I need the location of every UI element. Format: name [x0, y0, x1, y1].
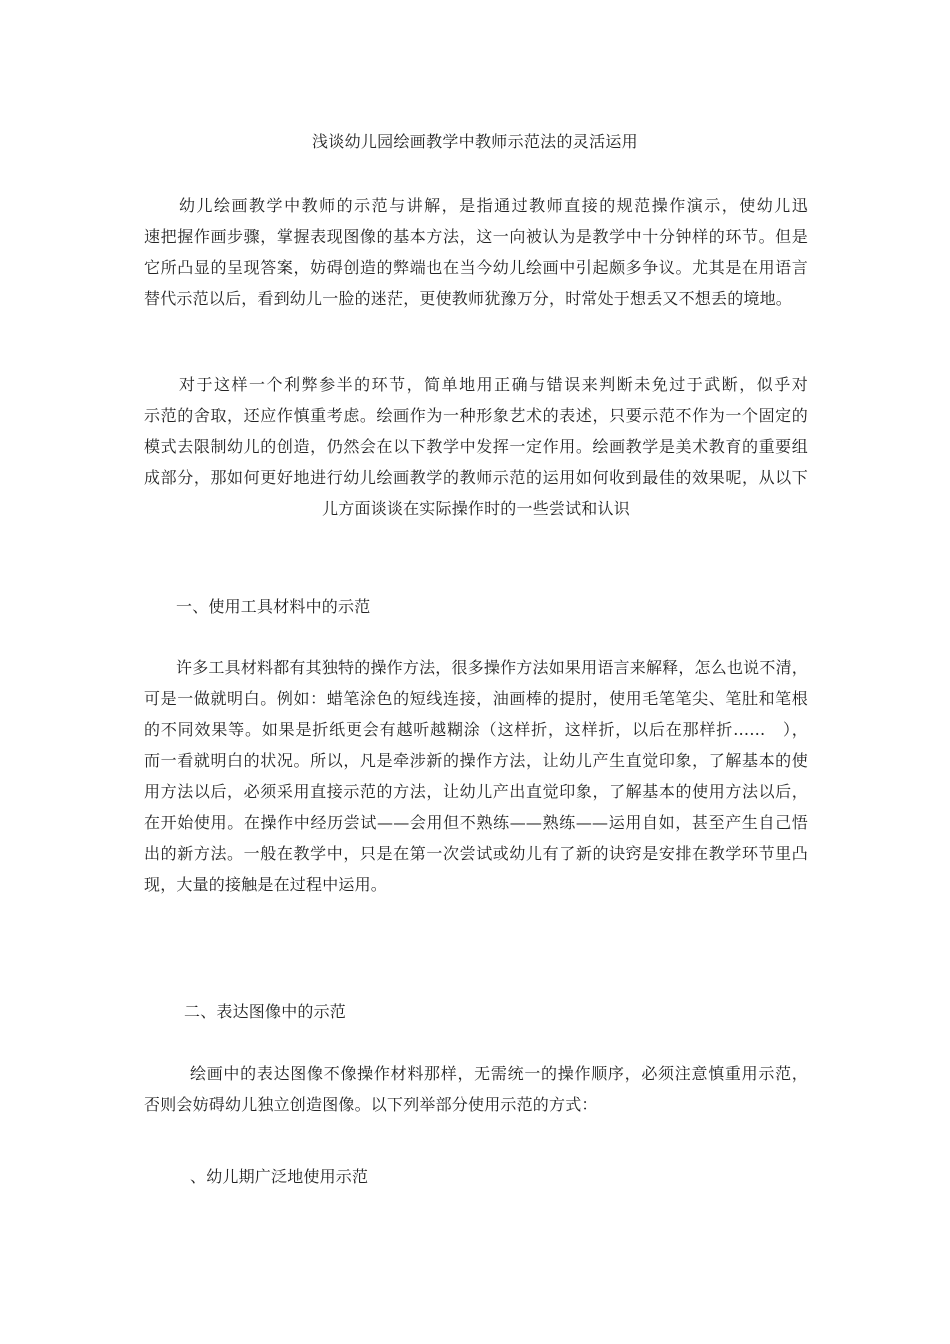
paragraph-line: 而一看就明白的状况。所以，凡是牵涉新的操作方法，让幼儿产生直觉印象，了解基本的使 [144, 751, 808, 770]
paragraph-images [144, 1058, 808, 1120]
paragraph-line: 在开始使用。在操作中经历尝试——会用但不熟练——熟练——运用自如，甚至产生自己悟 [144, 813, 808, 832]
paragraph-line: 对于这样一个利弊参半的环节，简单地用正确与错误来判断未免过于武断，似乎对 [144, 375, 808, 394]
paragraph-line: 可是一做就明白。例如：蜡笔涂色的短线连接，油画棒的提肘，使用毛笔笔尖、笔肚和笔根 [144, 689, 808, 708]
paragraph-line: 幼儿绘画教学中教师的示范与讲解，是指通过教师直接的规范操作演示，使幼儿迅 [144, 196, 808, 215]
paragraph-line: 它所凸显的呈现答案，妨碍创造的弊端也在当今幼儿绘画中引起颇多争议。尤其是在用语言 [144, 258, 808, 277]
paragraph-line: 成部分，那如何更好地进行幼儿绘画教学的教师示范的运用如何收到最佳的效果呢，从以下 [144, 468, 808, 487]
paragraph-line: 的不同效果等。如果是折纸更会有越听越糊涂（这样折，这样折，以后在那样折…… ）， [144, 720, 808, 739]
paragraph-line: 模式去限制幼儿的创造，仍然会在以下教学中发挥一定作用。绘画教学是美术教育的重要组 [144, 437, 808, 456]
paragraph-intro [144, 190, 808, 314]
paragraph-line: 示范的舍取，还应作慎重考虑。绘画作为一种形象艺术的表述，只要示范不作为一个固定的 [144, 406, 808, 425]
paragraph-tools [144, 652, 808, 900]
paragraph-line: 替代示范以后，看到幼儿一脸的迷茫，更使教师犹豫万分，时常处于想丢又不想丢的境地。 [144, 289, 793, 308]
paragraph-line: 许多工具材料都有其独特的操作方法，很多操作方法如果用语言来解释，怎么也说不清， [176, 658, 808, 677]
paragraph-line: 儿方面谈谈在实际操作时的一些尝试和认识 [322, 499, 630, 518]
paragraph-line: 出的新方法。一般在教学中，只是在第一次尝试或幼儿有了新的诀窍是安排在教学环节里凸 [144, 844, 808, 863]
paragraph-line: 绘画中的表达图像不像操作材料那样，无需统一的操作顺序，必须注意慎重用示范， [190, 1064, 808, 1083]
paragraph-line: 用方法以后，必须采用直接示范的方法，让幼儿产出直觉印象，了解基本的使用方法以后， [144, 782, 808, 801]
section-heading-1: 一、使用工具材料中的示范 [176, 597, 371, 616]
paragraph-line: 现，大量的接触是在过程中运用。 [144, 875, 388, 894]
paragraph-line: 速把握作画步骤，掌握表现图像的基本方法，这一向被认为是教学中十分钟样的环节。但是 [144, 227, 808, 246]
section-heading-3: 、幼儿期广泛地使用示范 [190, 1167, 369, 1186]
document-title: 浅谈幼儿园绘画教学中教师示范法的灵活运用 [311, 132, 638, 151]
paragraph-assessment [144, 369, 808, 524]
section-heading-2: 二、表达图像中的示范 [184, 1002, 347, 1021]
paragraph-line: 否则会妨碍幼儿独立创造图像。以下列举部分使用示范的方式： [144, 1095, 598, 1114]
